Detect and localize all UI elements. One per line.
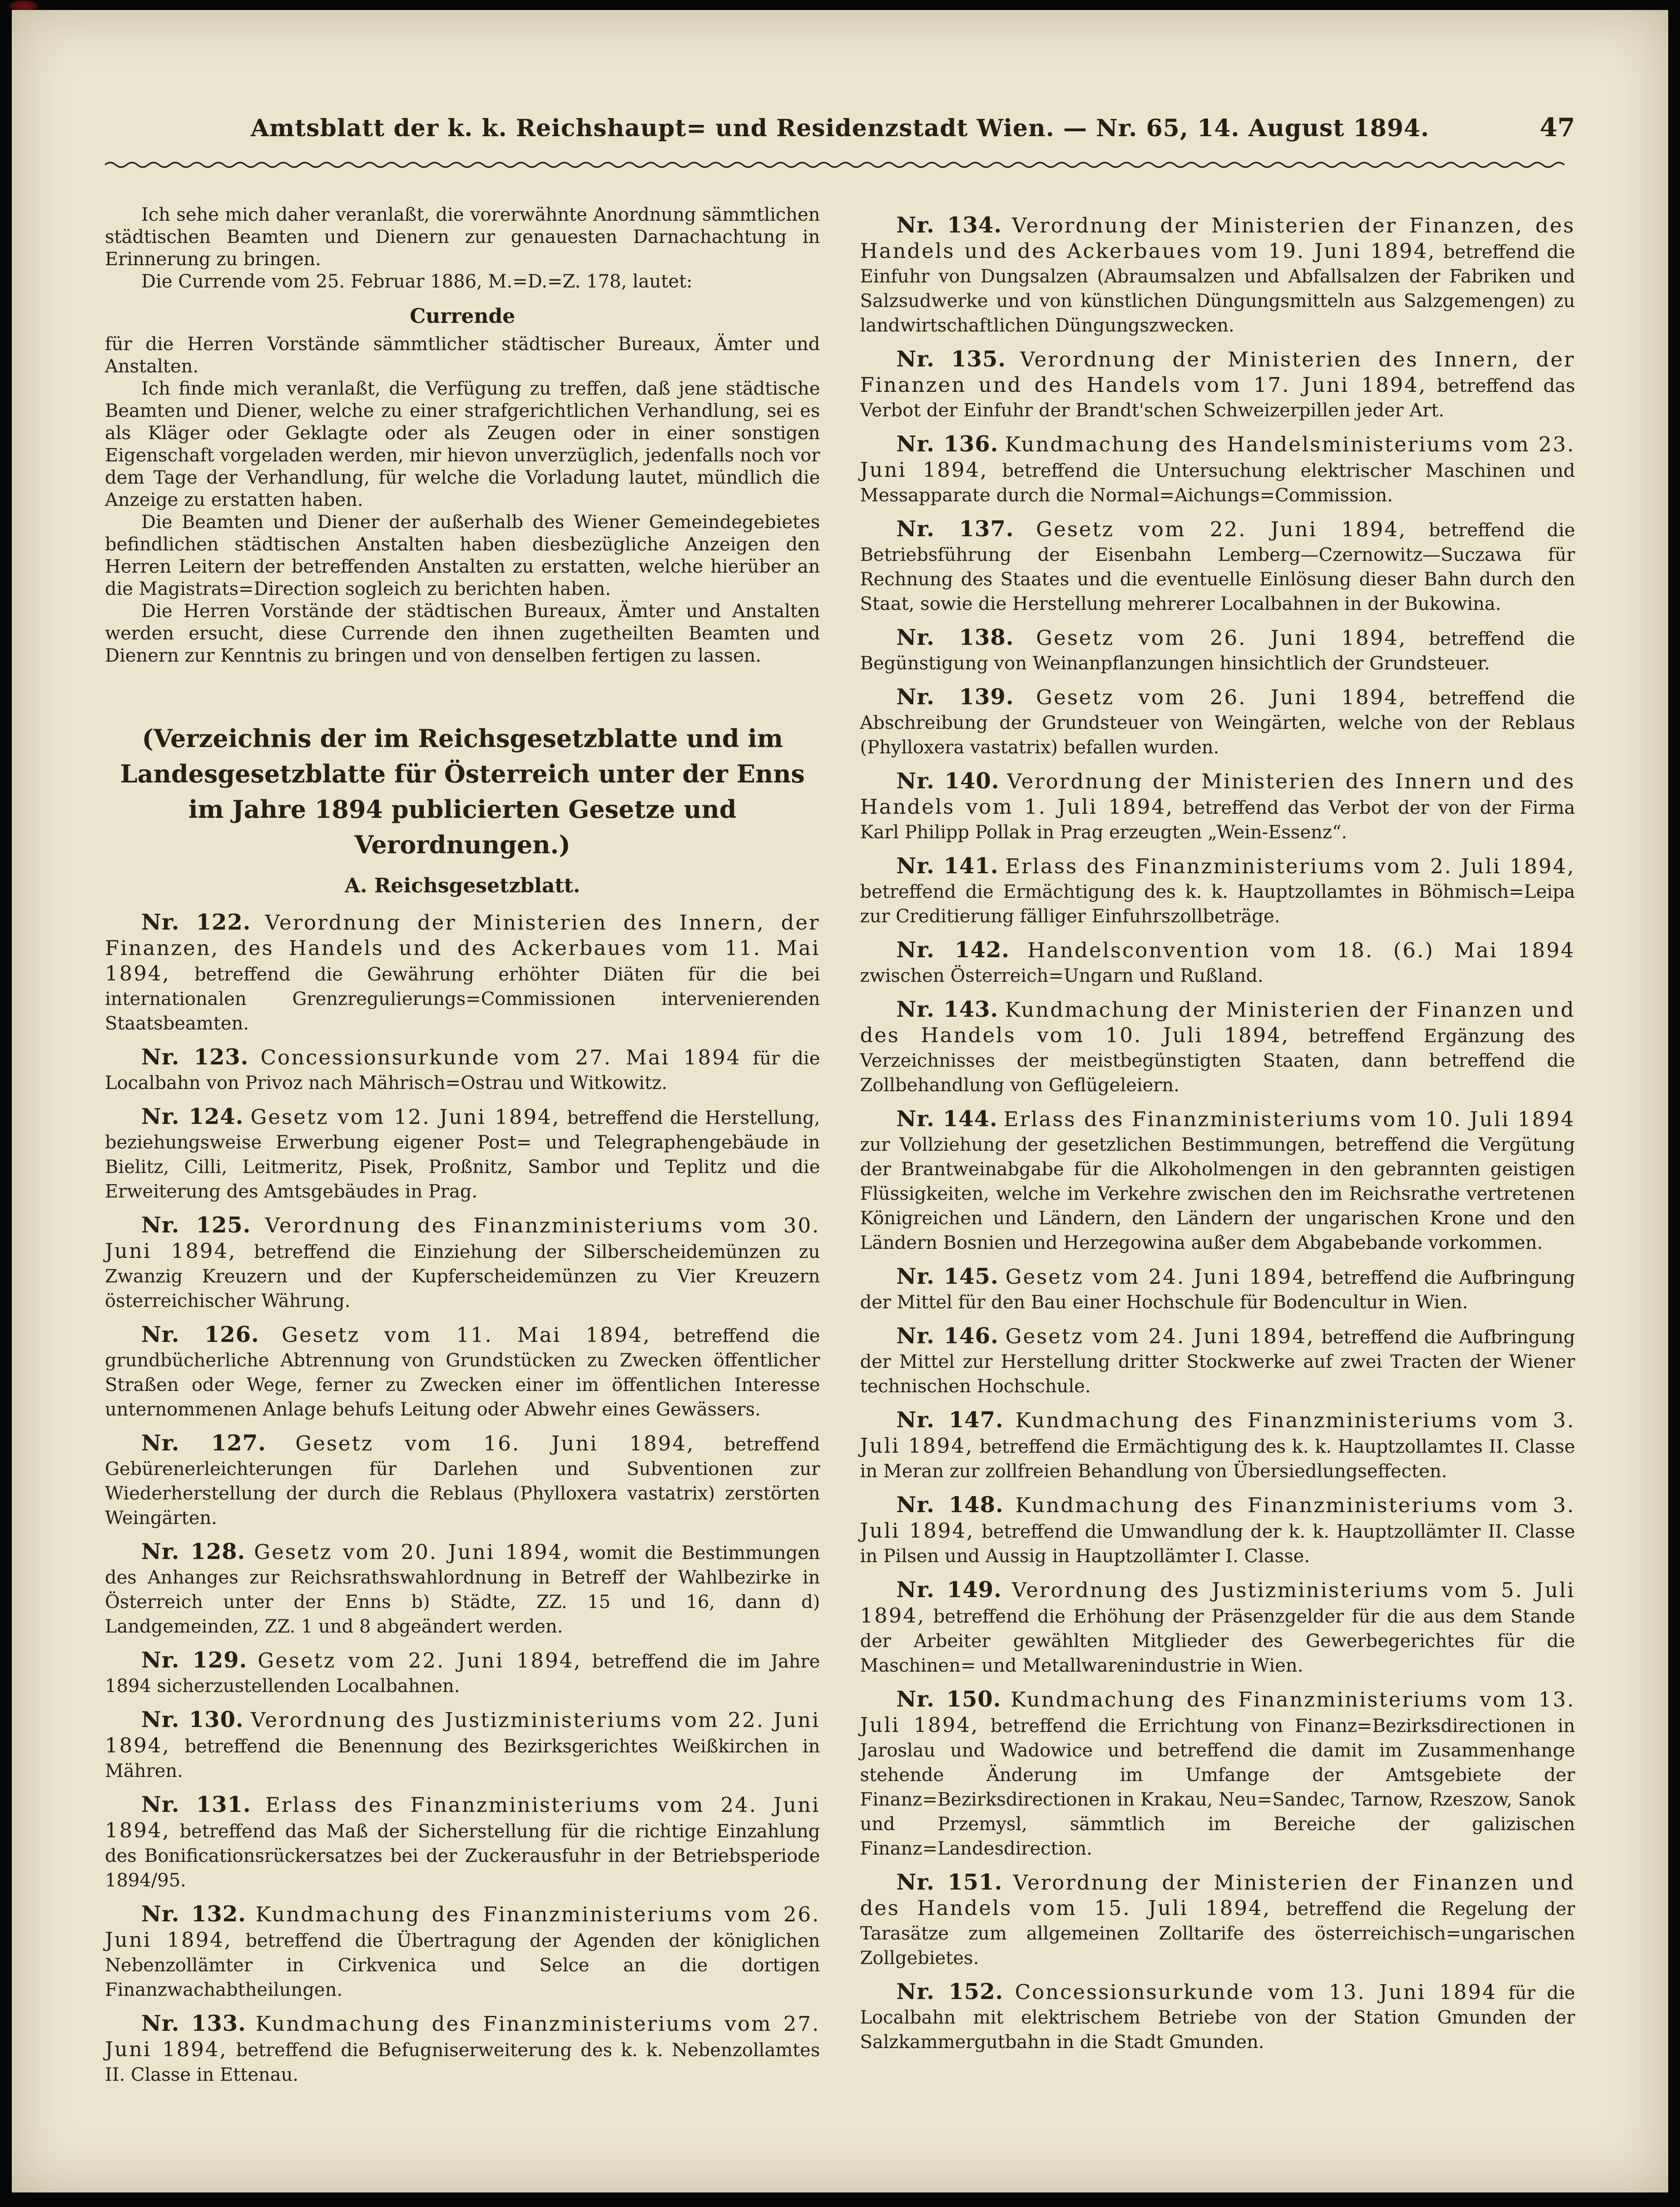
gazette-entry [105,1539,820,1639]
gazette-entry [105,1902,820,2002]
currende-subline: für die Herren Vorstände sämmtlicher städtischer Bureaux, Ämter und Anstalten. [105,334,820,377]
entry-title: Erlass des Finanzministeriums vom 10. Juli 1894 [1003,1107,1575,1131]
entry-number: Nr. 136. [896,431,999,457]
gazette-entry [105,1707,820,1783]
entry-body: betreffend Gebürenerleichterungen für Darlehen und Subventionen zur Wiederherstellung der durch die Reblaus (Phylloxera vastatrix) zerstörten Weingärten. [105,1434,820,1529]
entry-number: Nr. 133. [141,2011,246,2036]
entry-body: betreffend die Erhöhung der Präsenzgelder für die aus dem Stande der Arbeiter gewählten Mitglieder des Gewerbegerichtes für die Maschinen= und Metallwarenindustrie in Wien. [860,1606,1575,1676]
entry-body: betreffend die Benennung des Bezirksgerichtes Weißkirchen in Mähren. [105,1736,820,1781]
entry-list-left [105,910,820,2087]
paragraph: Die Currende vom 25. Februar 1886, M.=D.=Z. 178, lautet: [141,271,693,292]
paragraph: Ich sehe mich daher veranlaßt, die vorerwähnte Anordnung sämmtlichen städtischen Beamten und Dienern zur genauesten Darnachachtung in Erinnerung zu bringen. [105,204,820,270]
entry-title: Gesetz vom 26. Juni 1894, [1036,626,1407,650]
entry-title: Erlass des Finanzministeriums vom 2. Juli 1894, [1005,854,1575,878]
gazette-entry [860,432,1576,508]
entry-body: betreffend das Verbot der von der Firma Karl Philipp Pollak in Prag erzeugten „Wein-Essenz“. [860,797,1575,843]
entry-number: Nr. 138. [896,625,1014,650]
entry-number: Nr. 124. [141,1104,244,1129]
entry-body: betreffend die Befugniserweiterung des k. k. Nebenzollamtes II. Classe in Ettenau. [105,2040,820,2085]
entry-title: Kundmachung des Finanzministeriums vom 13. Juli 1894, [860,1687,1575,1737]
entry-title: Kundmachung der Ministerien der Finanzen und des Handels vom 10. Juli 1894, [860,998,1576,1047]
gazette-entry [860,854,1576,929]
gazette-entry [860,1578,1576,1678]
gazette-entry [860,1107,1576,1255]
entry-number: Nr. 141. [896,853,999,879]
entry-title: Gesetz vom 22. Juni 1894, [258,1648,582,1673]
paragraph: Ich finde mich veranlaßt, die Verfügung zu treffen, daß jene städtische Beamten und Diener, welche zu einer strafgerichtlichen Verhandlung, sei es als Kläger oder Geklagte oder als Zeugen oder in einer sonstigen Eigenschaft vorgeladen werden, mir hievon unverzüglich, jedenfalls noch vor dem Tage der Verhandlung, für welche die Vorladung lautet, mündlich die Anzeige zu erstatten haben. [105,378,820,510]
entry-number: Nr. 148. [896,1492,1004,1518]
entry-body: betreffend das Maß der Sicherstellung für die richtige Einzahlung des Bonificationsrückersatzes bei der Zuckerausfuhr in der Betriebsperiode 1894/95. [105,1821,820,1891]
entry-title: Gesetz vom 26. Juni 1894, [1036,685,1407,709]
entry-number: Nr. 123. [141,1044,249,1070]
gazette-entry [860,1324,1576,1399]
entry-title: Verordnung des Justizministeriums vom 5. Juli 1894, [860,1578,1576,1628]
entry-body: betreffend die Regelung der Tarasätze zum allgemeinen Zolltarife des österreichisch=ungarischen Zollgebietes. [860,1899,1575,1969]
entry-body: betreffend die Betriebsführung der Eisenbahn Lemberg—Czernowitz—Suczawa für Rechnung des Staates und die eventuelle Einlösung dieser Bahn durch den Staat, sowie die Herstellung mehrerer Localbahnen in der Bukowina. [860,520,1575,614]
entry-title: Kundmachung des Finanzministeriums vom 26. Juni 1894, [105,1902,820,1952]
entry-body: zur Vollziehung der gesetzlichen Bestimmungen, betreffend die Vergütung der Brantweinabgabe für die Alkoholmengen in den gebrannten geistigen Flüssigkeiten, welche im Verkehre zwischen den im Reichsrathe vertretenen Königreichen und Ländern, den Ländern der ungarischen Krone und den Ländern Bosnien und Herzegowina außer dem Abgabebande vorkommen. [860,1134,1575,1253]
entry-body: betreffend die im Jahre 1894 sicherzustellenden Localbahnen. [105,1651,820,1697]
content-columns [105,204,1575,2087]
gazette-entry [105,910,820,1036]
entry-number: Nr. 125. [141,1212,251,1238]
entry-number: Nr. 132. [141,1901,246,1927]
entry-number: Nr. 127. [141,1430,266,1456]
entry-number: Nr. 129. [141,1648,248,1673]
entry-title: Kundmachung des Finanzministeriums vom 27. Juni 1894, [105,2012,820,2061]
entry-title: Verordnung der Ministerien der Finanzen, des Handels und des Ackerbaues vom 19. Juni 1894, [860,213,1575,263]
entry-body: betreffend die Aufbringung der Mittel für den Bau einer Hochschule für Bodencultur in Wien. [860,1267,1576,1313]
entry-title: Kundmachung des Finanzministeriums vom 3. Juli 1894, [860,1408,1575,1458]
entry-body: betreffend die Begünstigung von Weinanpflanzungen hinsichtlich der Grundsteuer. [860,628,1575,674]
entry-title: Erlass des Finanzministeriums vom 24. Juni 1894, [105,1793,820,1842]
entry-number: Nr. 140. [896,768,1000,794]
entry-title: Verordnung des Justizministeriums vom 22. Juni 1894, [105,1708,820,1757]
wavy-rule [105,161,1575,168]
entry-body: betreffend das Verbot der Einfuhr der Brandt'schen Schweizerpillen jeder Art. [860,376,1576,421]
gazette-entry [860,1493,1576,1569]
gazette-entry [105,2011,820,2087]
entry-body: betreffend die Ermächtigung des k. k. Hauptzollamtes in Böhmisch=Leipa zur Creditierung fälliger Einfuhrszollbeträge. [860,881,1575,927]
left-column [105,204,820,2087]
gazette-entry [860,1870,1576,1970]
entry-number: Nr. 150. [896,1687,1001,1712]
entry-number: Nr. 131. [141,1792,251,1817]
entry-body: für die Localbahn mit elektrischem Betriebe von der Station Gmunden der Salzkammergutbahn in die Stadt Gmunden. [860,1983,1575,2053]
entry-number: Nr. 134. [896,213,1002,238]
entry-title: Verordnung der Ministerien des Innern und des Handels vom 1. Juli 1894, [860,769,1575,819]
gazette-entry [105,1431,820,1530]
currende-paragraphs [105,378,820,667]
entry-title: Verordnung der Ministerien des Innern, der Finanzen und des Handels vom 17. Juni 1894, [860,347,1575,397]
page-number: 47 [1540,113,1575,143]
intro-paragraphs [105,204,820,293]
entry-number: Nr. 145. [896,1264,999,1289]
entry-number: Nr. 147. [896,1407,1004,1433]
entry-number: Nr. 128. [141,1539,246,1564]
entry-title: Concessionsurkunde vom 27. Mai 1894 [260,1045,741,1069]
entry-title: Verordnung der Ministerien der Finanzen und des Handels vom 15. Juli 1894, [860,1871,1575,1920]
entry-title: Gesetz vom 16. Juni 1894, [295,1431,695,1455]
gazette-entry [860,1408,1576,1484]
entry-body: betreffend die Einfuhr von Dungsalzen (Abraumsalzen und Abfallsalzen der Fabriken und Salzsudwerke und von künstlichen Düngungsmitteln aus Salzgemengen) zu landwirtschaftlichen Düngungszwecken. [860,242,1575,336]
entry-number: Nr. 137. [896,516,1014,542]
entry-number: Nr. 139. [896,684,1014,710]
entry-title: Handelsconvention vom 18. (6.) Mai 1894 [1027,938,1575,962]
entry-body: betreffend die Errichtung von Finanz=Bezirksdirectionen in Jaroslau und Wadowice und betreffend die damit im Zusammenhange stehende Änderung im Umfange der Amtsgebiete der Finanz=Bezirksdirectionen in Krakau, Neu=Sandec, Tarnow, Rzeszow, Sanok und Przemysl, sämmtlich im Bereiche der galizischen Finanz=Landesdirection. [860,1716,1575,1859]
entry-body: betreffend die Umwandlung der k. k. Hauptzollämter II. Classe in Pilsen und Aussig in Hauptzollämter I. Classe. [860,1521,1576,1567]
gazette-entry [860,997,1576,1098]
entry-title: Kundmachung des Finanzministeriums vom 3. Juli 1894, [860,1493,1575,1543]
entry-number: Nr. 149. [896,1577,1002,1603]
gazette-page [12,10,1668,2192]
entry-number: Nr. 130. [141,1707,244,1732]
entry-body: betreffend die Untersuchung elektrischer Maschinen und Messapparate durch die Normal=Aichungs=Commission. [860,460,1575,506]
entry-number: Nr. 152. [896,1979,1004,2004]
gazette-entry [105,1213,820,1313]
entry-body: betreffend die Herstellung, beziehungsweise Erwerbung eigener Post= und Telegraphengebäude in Bielitz, Cilli, Leitmeritz, Pisek, Proßnitz, Sambor und Teplitz und die Erweiterung des Amtsgebäudes in Prag. [105,1108,820,1202]
entry-title: Kundmachung des Handelsministeriums vom 23. Juni 1894, [860,432,1575,482]
entry-number: Nr. 135. [896,346,1006,372]
entry-number: Nr. 146. [896,1323,999,1349]
gazette-entry [860,1264,1576,1315]
entry-body: für die Localbahn von Privoz nach Mährisch=Ostrau und Witkowitz. [105,1048,820,1094]
entry-number: Nr. 122. [141,910,251,935]
entry-title: Concessionsurkunde vom 13. Juni 1894 [1015,1980,1497,2004]
entry-number: Nr. 151. [896,1870,1003,1895]
entry-body: betreffend die Übertragung der Agenden der königlichen Nebenzollämter in Cirkvenica und Selce an die dortigen Finanzwachabtheilungen. [105,1930,820,2000]
entry-list-right [860,213,1576,2054]
entry-body: betreffend die Ermächtigung des k. k. Hauptzollamtes II. Classe in Meran zur zollfreien Behandlung von Übersiedlungseffecten. [860,1436,1576,1482]
entry-title: Gesetz vom 12. Juni 1894, [250,1105,560,1129]
entry-body: betreffend Ergänzung des Verzeichnisses der meistbegünstigten Staaten, dann betreffend die Zollbehandlung von Geflügeleiern. [860,1026,1575,1096]
entry-body: betreffend die Aufbringung der Mittel zur Herstellung dritter Stockwerke auf zwei Tracten der Wiener technischen Hochschule. [860,1327,1576,1397]
paragraph: Die Herren Vorstände der städtischen Bureaux, Ämter und Anstalten werden ersucht, diese Currende den ihnen zugetheilten Beamten und Dienern zur Kenntnis zu bringen und von denselben fertigen zu lassen. [105,601,820,666]
gazette-entry [860,938,1576,988]
entry-title: Gesetz vom 11. Mai 1894, [282,1323,651,1347]
right-column [860,204,1576,2054]
entry-number: Nr. 143. [896,997,999,1022]
section-heading: (Verzeichnis der im Reichsgesetzblatte und im Landesgesetzblatte für Österreich unter der Enns im Jahre 1894 publicierten Gesetze und Verordnungen.) [120,724,805,859]
entry-body: womit die Bestimmungen des Anhanges zur Reichsrathswahlordnung in Betreff der Wahlbezirke in Österreich unter der Enns b) Städte, ZZ. 15 und 16, dann d) Landgemeinden, ZZ. 1 und 8 abgeändert werden. [105,1543,820,1637]
entry-title: Gesetz vom 24. Juni 1894, [1005,1324,1315,1348]
gazette-entry [860,347,1576,423]
gazette-entry [860,625,1576,676]
currende-heading: Currende [410,305,515,328]
gazette-entry [860,1687,1576,1861]
gazette-entry [860,685,1576,760]
gazette-entry [860,517,1576,616]
paragraph: Die Beamten und Diener der außerhalb des Wiener Gemeindegebietes befindlichen städtischen Anstalten haben diesbezügliche Anzeigen den Herren Leitern der betreffenden Anstalten zu erstatten, welche hierüber an die Magistrats=Direction sogleich zu berichten haben. [105,512,820,599]
gazette-entry [105,1104,820,1204]
gazette-entry [105,1792,820,1893]
gazette-entry [105,1648,820,1698]
gazette-entry [860,213,1576,338]
entry-title: Gesetz vom 20. Juni 1894, [254,1540,571,1564]
entry-number: Nr. 126. [141,1322,259,1347]
masthead-title: Amtsblatt der k. k. Reichshaupt= und Residenzstadt Wien. — Nr. 65, 14. August 1894. [250,114,1430,142]
entry-body: betreffend die Gewährung erhöhter Diäten für die bei internationalen Grenzregulierungs=Commissionen intervenierenden Staatsbeamten. [105,964,820,1034]
page-header [105,114,1575,142]
gazette-entry [860,1979,1576,2054]
entry-body: betreffend die Einziehung der Silberscheidemünzen zu Zwanzig Kreuzern und der Kupferscheidemünzen zu Vier Kreuzern österreichischer Währung. [105,1242,820,1311]
entry-title: Gesetz vom 22. Juni 1894, [1036,517,1407,541]
entry-title: Verordnung des Finanzministeriums vom 30. Juni 1894, [105,1213,820,1263]
entry-body: zwischen Österreich=Ungarn und Rußland. [860,965,1264,986]
gazette-entry [105,1045,820,1095]
entry-body: betreffend die Abschreibung der Grundsteuer von Weingärten, welche von der Reblaus (Phylloxera vastatrix) befallen wurden. [860,688,1575,758]
gazette-entry [860,769,1576,845]
entry-title: Verordnung der Ministerien des Innern, der Finanzen, des Handels und des Ackerbaues vom 11. Mai 1894, [105,911,820,985]
entry-number: Nr. 144. [896,1106,998,1132]
subsection-heading: A. Reichsgesetzblatt. [345,874,580,897]
entry-number: Nr. 142. [896,937,1010,963]
entry-title: Gesetz vom 24. Juni 1894, [1005,1265,1315,1289]
gazette-entry [105,1322,820,1422]
entry-body: betreffend die grundbücherliche Abtrennung von Grundstücken zu Zwecken öffentlicher Straßen oder Wege, ferner zu Zwecken einer im öffentlichen Interesse unternommenen Anlage behufs Leitung oder Abwehr eines Gewässers. [105,1326,820,1420]
